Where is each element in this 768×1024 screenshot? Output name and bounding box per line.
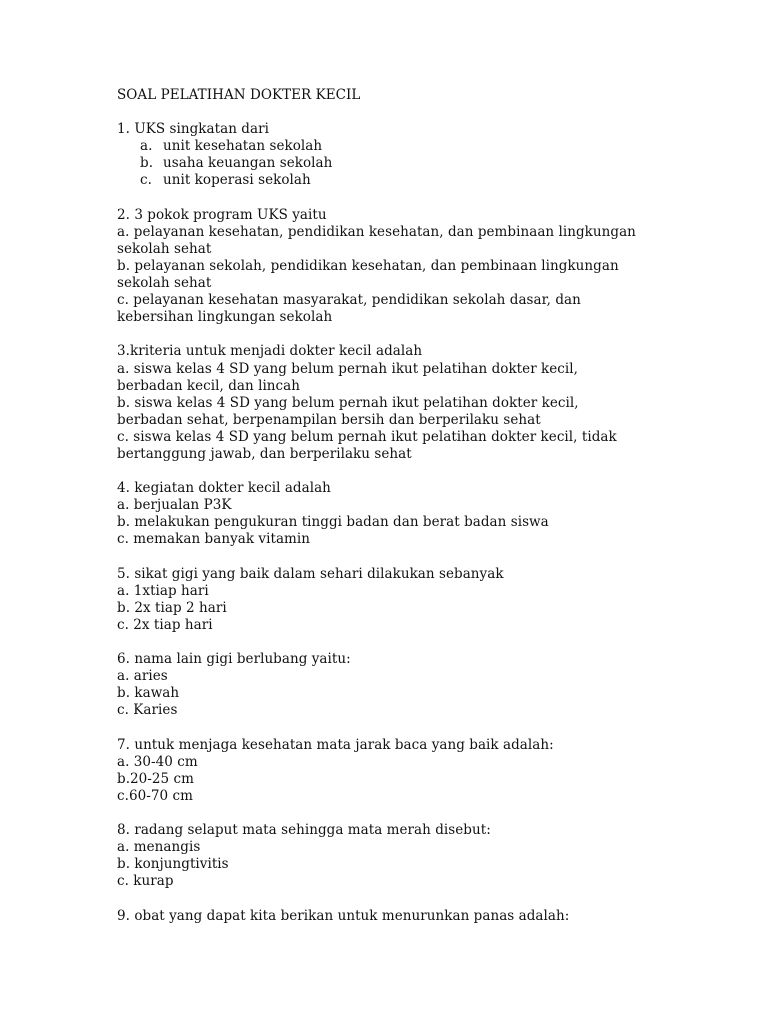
option-a: a. pelayanan kesehatan, pendidikan kesehatan, dan pembinaan lingkungan sekolah sehat — [117, 223, 636, 257]
question-4 — [117, 480, 647, 548]
option-text: unit koperasi sekolah — [163, 172, 311, 189]
option-text: usaha keuangan sekolah — [163, 155, 333, 172]
question-6 — [117, 651, 647, 719]
options-list — [117, 138, 647, 189]
option-b: b. 2x tiap 2 hari — [117, 599, 227, 616]
option-b: b.20-25 cm — [117, 770, 195, 787]
option-c: c. 2x tiap hari — [117, 616, 213, 633]
option-c: c. siswa kelas 4 SD yang belum pernah ikut pelatihan dokter kecil, tidak bertanggung jawab, dan berperilaku sehat — [117, 428, 617, 462]
option-c: c. pelayanan kesehatan masyarakat, pendidikan sekolah dasar, dan kebersihan lingkungan sekolah — [117, 292, 581, 326]
document-content — [117, 87, 647, 942]
option-letter: c. — [140, 172, 152, 189]
option-c: c. memakan banyak vitamin — [117, 531, 311, 548]
option-b: b. melakukan pengukuran tinggi badan dan berat badan siswa — [117, 514, 549, 531]
option-c: c. Karies — [117, 702, 178, 719]
option-b: b. kawah — [117, 685, 180, 702]
question-1 — [117, 121, 647, 189]
question-text: 1. UKS singkatan dari — [117, 121, 269, 138]
option-a — [117, 138, 647, 155]
question-text: 8. radang selaput mata sehingga mata merah disebut: — [117, 822, 491, 839]
question-text: 9. obat yang dapat kita berikan untuk menurunkan panas adalah: — [117, 907, 570, 924]
option-a: a. siswa kelas 4 SD yang belum pernah ikut pelatihan dokter kecil, berbadan kecil, dan lincah — [117, 360, 578, 394]
option-letter: a. — [140, 138, 153, 155]
question-9 — [117, 908, 647, 925]
question-text: 5. sikat gigi yang baik dalam sehari dilakukan sebanyak — [117, 565, 504, 582]
question-5 — [117, 566, 647, 634]
option-b — [117, 155, 647, 172]
question-text: 7. untuk menjaga kesehatan mata jarak baca yang baik adalah: — [117, 736, 554, 753]
option-a: a. aries — [117, 668, 168, 685]
document-title: SOAL PELATIHAN DOKTER KECIL — [117, 87, 361, 103]
option-a: a. berjualan P3K — [117, 497, 232, 514]
option-a: a. 1xtiap hari — [117, 582, 209, 599]
question-8 — [117, 822, 647, 890]
option-b: b. konjungtivitis — [117, 856, 229, 873]
option-a: a. 30-40 cm — [117, 753, 198, 770]
option-c — [117, 172, 647, 189]
question-text: 2. 3 pokok program UKS yaitu — [117, 206, 327, 223]
option-b: b. pelayanan sekolah, pendidikan kesehatan, dan pembinaan lingkungan sekolah sehat — [117, 257, 619, 292]
question-text: 4. kegiatan dokter kecil adalah — [117, 480, 331, 497]
question-text: 6. nama lain gigi berlubang yaitu: — [117, 651, 351, 668]
option-text: unit kesehatan sekolah — [163, 138, 323, 155]
question-2 — [117, 207, 647, 327]
question-text: 3.kriteria untuk menjadi dokter kecil adalah — [117, 343, 423, 360]
question-3 — [117, 343, 647, 463]
question-7 — [117, 737, 647, 805]
option-c: c.60-70 cm — [117, 787, 193, 804]
option-a: a. menangis — [117, 839, 201, 856]
option-c: c. kurap — [117, 873, 174, 890]
option-b: b. siswa kelas 4 SD yang belum pernah ikut pelatihan dokter kecil, berbadan sehat, berpenampilan bersih dan berperilaku sehat — [117, 394, 579, 428]
option-letter: b. — [140, 155, 154, 172]
